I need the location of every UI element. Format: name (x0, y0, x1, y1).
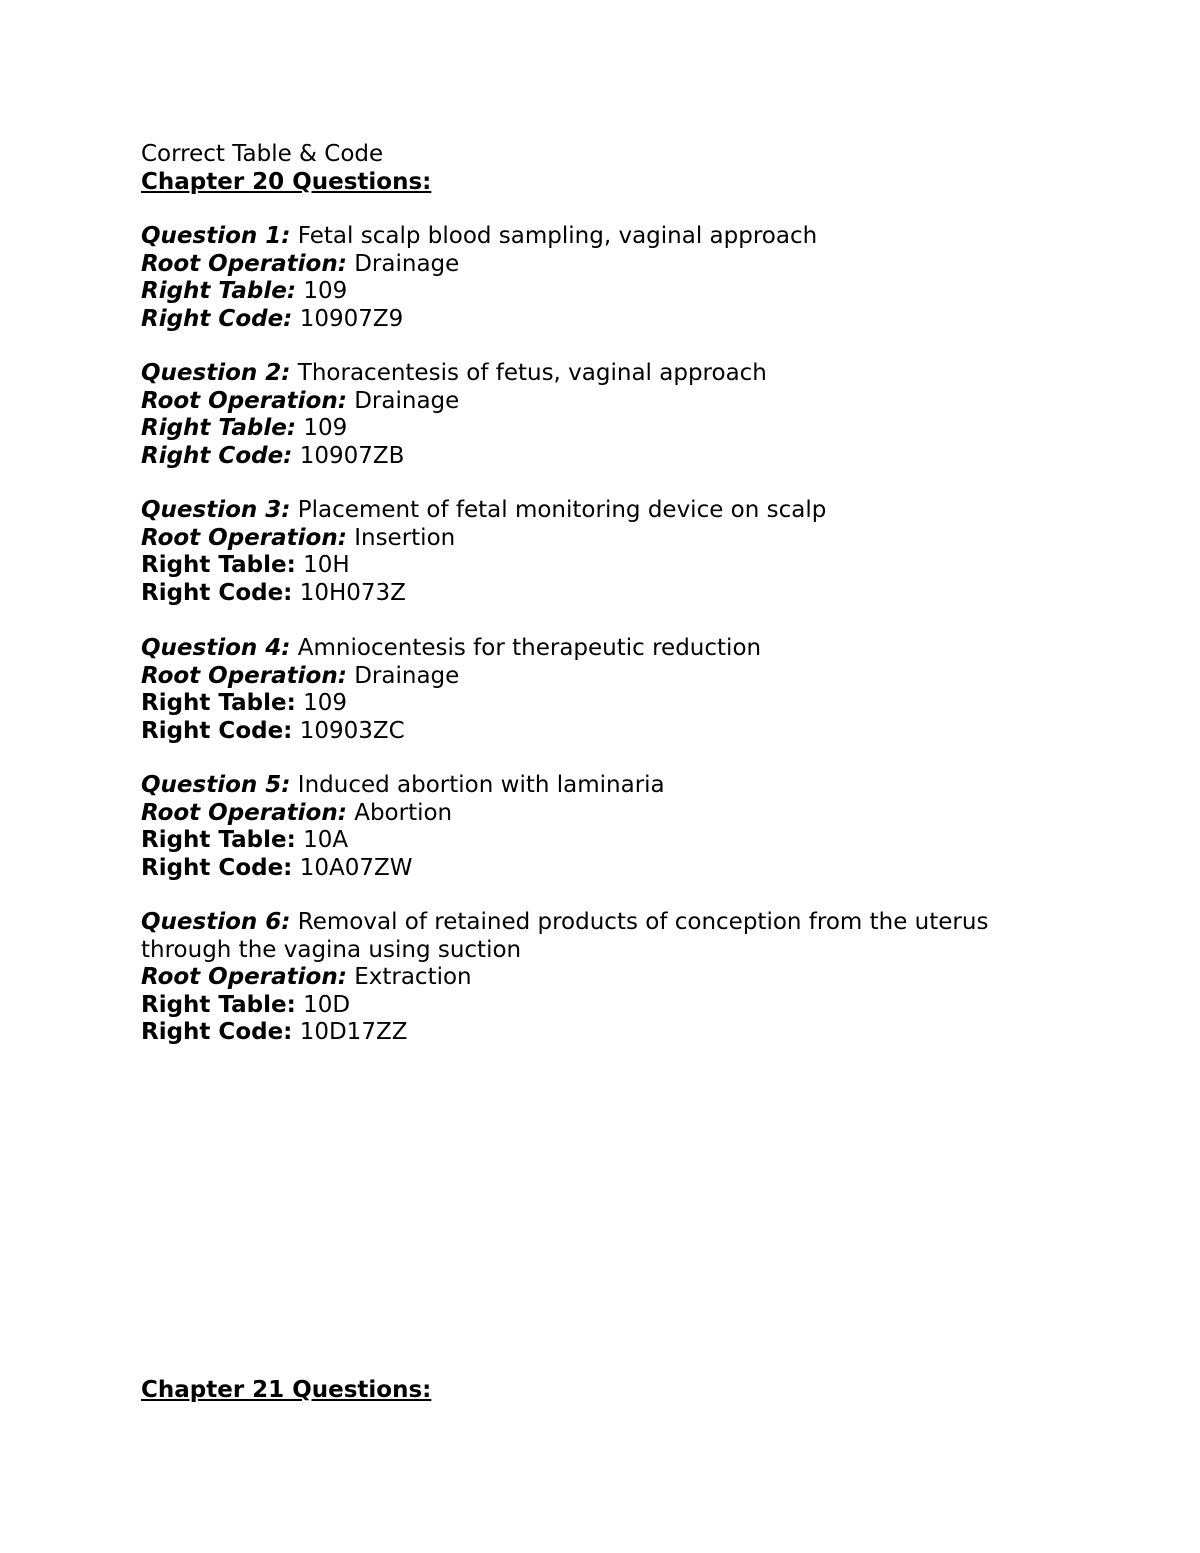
question-text: Induced abortion with laminaria (297, 772, 665, 798)
root-operation-value: Drainage (354, 662, 460, 689)
root-operation-label: Root Operation: (141, 799, 347, 826)
root-operation-label: Root Operation: (141, 387, 347, 414)
right-table-line (141, 827, 1041, 855)
question-item (141, 635, 1041, 745)
right-table-value: 10D (303, 991, 351, 1018)
right-table-line (141, 415, 1041, 443)
root-operation-label: Root Operation: (141, 662, 347, 689)
right-code-line (141, 1019, 1041, 1047)
right-code-line (141, 443, 1041, 471)
right-table-label: Right Table: (141, 827, 296, 853)
question-item (141, 497, 1041, 607)
question-text: Placement of fetal monitoring device on scalp (297, 497, 827, 523)
root-operation-value: Insertion (354, 524, 456, 551)
question-label: Question 6: (141, 909, 291, 935)
right-code-value: 10907ZB (299, 442, 405, 469)
question-item (141, 772, 1041, 882)
root-operation-label: Root Operation: (141, 524, 347, 551)
right-table-label: Right Table: (141, 415, 297, 441)
root-operation-line (141, 800, 1041, 828)
question-line (141, 497, 1041, 525)
root-operation-value: Abortion (354, 799, 453, 826)
question-label: Question 1: (141, 223, 291, 249)
right-table-value: 109 (303, 278, 348, 304)
question-text: Thoracentesis of fetus, vaginal approach (297, 360, 767, 386)
right-code-line (141, 855, 1041, 883)
right-table-label: Right Table: (141, 552, 296, 578)
root-operation-value: Drainage (354, 387, 460, 414)
question-line (141, 223, 1041, 251)
right-code-value: 10H073Z (299, 579, 406, 606)
chapter-heading: Chapter 21 Questions: (141, 1377, 432, 1403)
right-table-value: 109 (303, 690, 348, 716)
right-table-line (141, 552, 1041, 580)
question-line (141, 909, 1041, 964)
question-line (141, 635, 1041, 663)
right-table-label: Right Table: (141, 991, 296, 1018)
right-table-line (141, 690, 1041, 718)
right-code-value: 10907Z9 (299, 305, 404, 332)
root-operation-line (141, 251, 1041, 279)
question-text: Removal of retained products of conception from the uterus through the vagina using suction (141, 909, 989, 963)
question-line (141, 360, 1041, 388)
root-operation-label: Root Operation: (141, 250, 347, 277)
root-operation-line (141, 525, 1041, 553)
right-table-label: Right Table: (141, 690, 296, 716)
question-label: Question 2: (141, 360, 291, 386)
document-title: Correct Table & Code (141, 141, 384, 167)
right-code-label: Right Code: (141, 1019, 293, 1045)
question-text: Amniocentesis for therapeutic reduction (297, 635, 762, 661)
right-code-label: Right Code: (141, 579, 293, 606)
right-table-value: 10A (303, 827, 349, 853)
right-table-label: Right Table: (141, 278, 297, 304)
right-code-value: 10903ZC (299, 717, 405, 744)
question-item (141, 360, 1041, 470)
right-code-line (141, 306, 1041, 334)
question-line (141, 772, 1041, 800)
root-operation-label: Root Operation: (141, 964, 347, 990)
question-item (141, 223, 1041, 333)
question-text: Fetal scalp blood sampling, vaginal approach (297, 223, 818, 249)
right-code-value: 10A07ZW (299, 854, 413, 881)
right-code-line (141, 718, 1041, 746)
root-operation-line (141, 388, 1041, 416)
question-label: Question 3: (141, 497, 291, 523)
right-table-line (141, 278, 1041, 306)
right-code-value: 10D17ZZ (299, 1019, 408, 1045)
right-table-value: 10H (303, 552, 350, 578)
right-table-value: 109 (303, 415, 348, 441)
right-code-label: Right Code: (141, 717, 293, 744)
right-table-line (141, 992, 1041, 1020)
question-label: Question 4: (141, 635, 291, 661)
root-operation-value: Extraction (354, 964, 472, 990)
chapter-heading: Chapter 20 Questions: (141, 169, 432, 195)
right-code-label: Right Code: (141, 442, 293, 469)
root-operation-value: Drainage (354, 250, 460, 277)
right-code-label: Right Code: (141, 854, 293, 881)
question-label: Question 5: (141, 772, 291, 798)
root-operation-line (141, 663, 1041, 691)
right-code-line (141, 580, 1041, 608)
question-item (141, 909, 1041, 1047)
right-code-label: Right Code: (141, 305, 293, 332)
root-operation-line (141, 964, 1041, 992)
